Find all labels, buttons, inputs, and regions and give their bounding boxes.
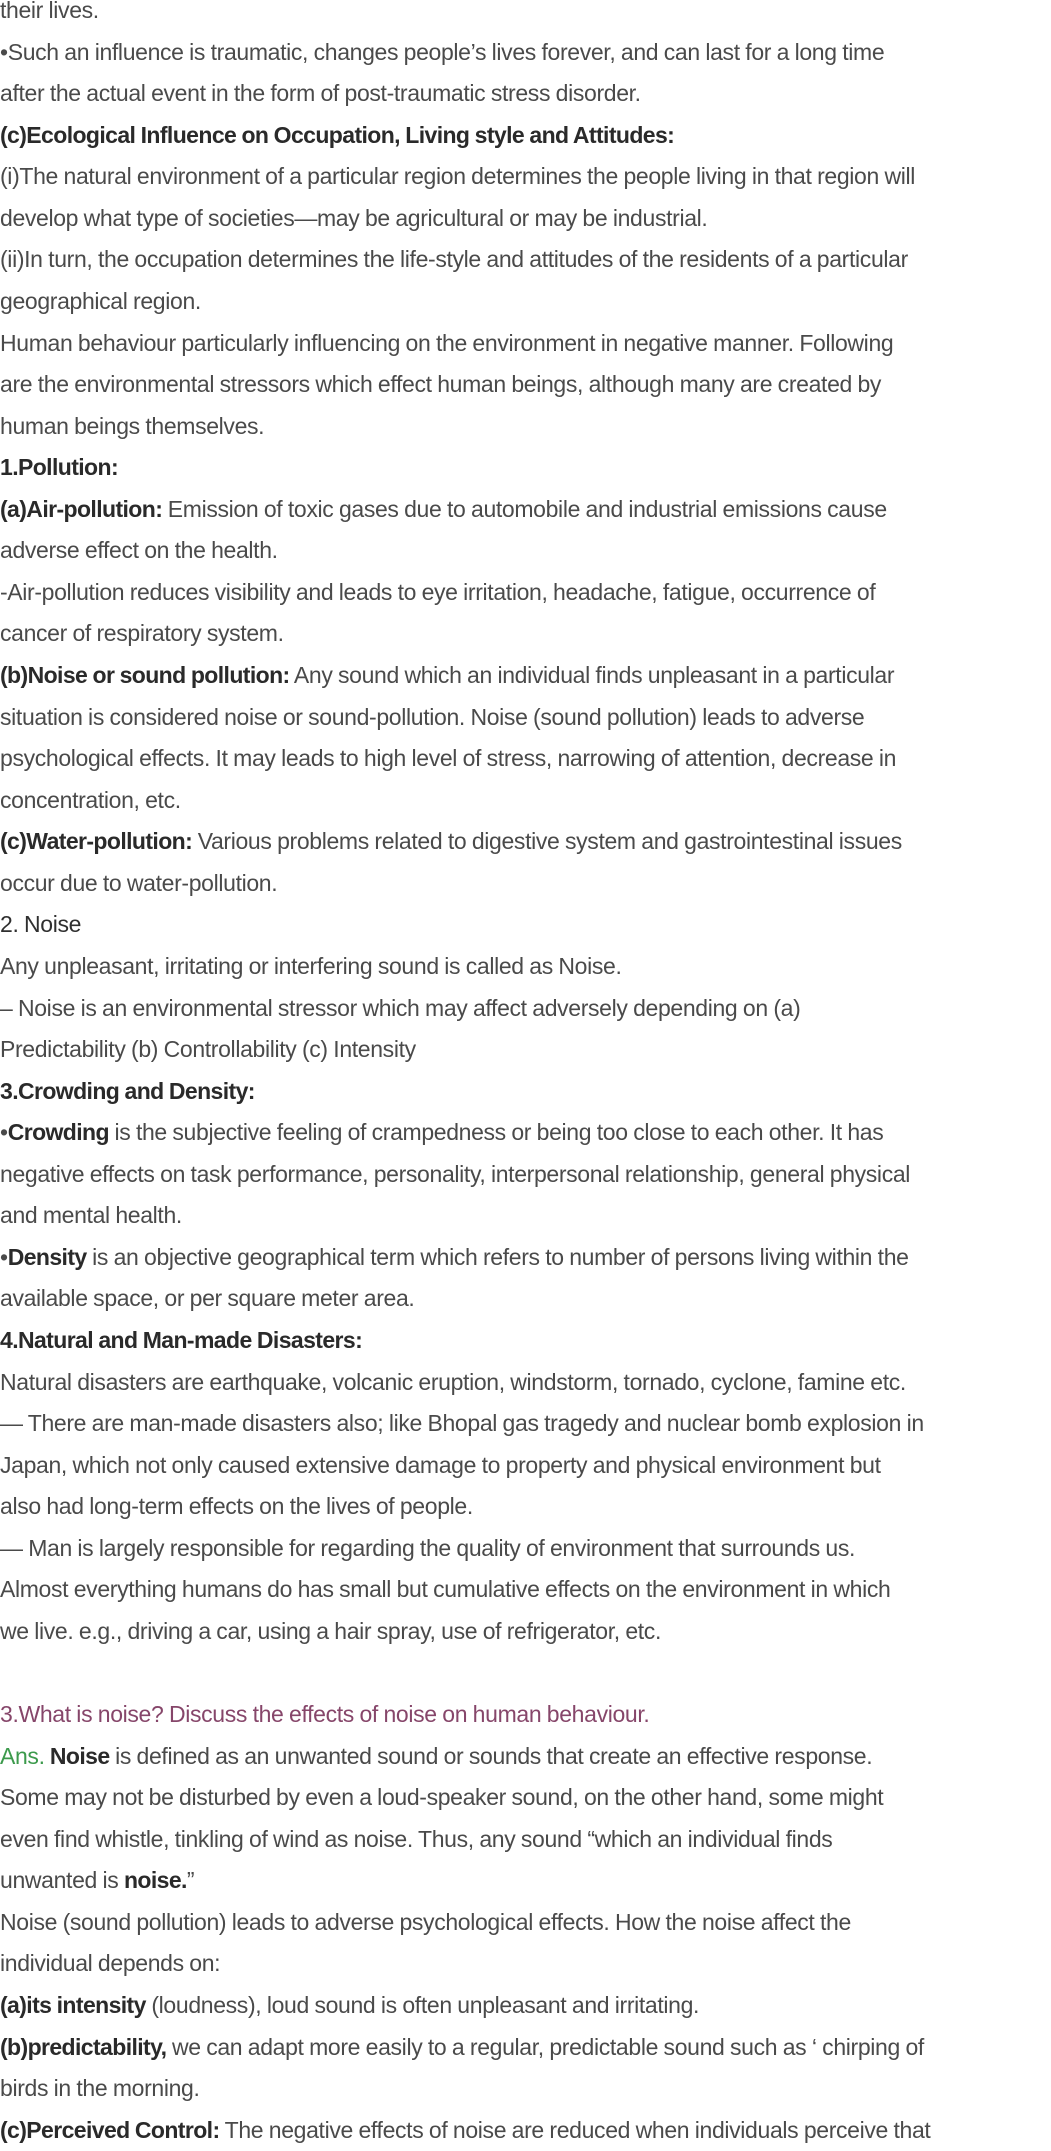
section-heading	[0, 115, 1051, 157]
body-text: Various problems related to digestive system and gastrointestinal issues	[192, 828, 902, 855]
body-text: after the actual event in the form of post-traumatic stress disorder.	[0, 80, 641, 107]
bold-term: Crowding	[7, 1119, 109, 1146]
text-line	[0, 1611, 1051, 1653]
body-text: The negative effects of noise are reduced when individuals perceive that	[219, 2116, 931, 2143]
text-line	[0, 32, 1051, 74]
text-line	[0, 2027, 1051, 2069]
text-line	[0, 780, 1051, 822]
bold-term: noise.	[123, 1867, 187, 1894]
text-line	[0, 572, 1051, 614]
bold-term: (a)its intensity	[0, 1992, 146, 2018]
body-text: individual depends on:	[0, 1950, 221, 1977]
bold-term: (b)Noise or sound pollution:	[0, 662, 290, 688]
body-text: Any sound which an individual finds unpleasant in a particular	[289, 662, 895, 688]
body-text: (i)The natural environment of a particular region determines the people living in that region will	[0, 163, 915, 190]
text-line	[0, 156, 1051, 198]
text-line	[0, 904, 1051, 946]
bold-term: (c)Water-pollution:	[0, 828, 193, 855]
body-text: is an objective geographical term which refers to number of persons living within the	[86, 1243, 909, 1270]
text-line	[0, 406, 1051, 448]
bullet: •	[0, 1119, 8, 1146]
body-text: develop what type of societies—may be agricultural or may be industrial.	[0, 204, 708, 231]
body-text: human beings themselves.	[0, 412, 265, 439]
body-text: geographical region.	[0, 287, 201, 314]
question-heading	[0, 1694, 1051, 1736]
text-line	[0, 613, 1051, 655]
body-text: their lives.	[0, 0, 99, 23]
bold-term: 3.Crowding and Density:	[0, 1077, 255, 1104]
question-text: 3.What is noise? Discuss the effects of noise on human behaviour.	[0, 1701, 650, 1728]
section-heading	[0, 1071, 1051, 1113]
body-text: negative effects on task performance, personality, interpersonal relationship, general physical	[0, 1160, 911, 1187]
text-line	[0, 1154, 1051, 1196]
text-line	[0, 198, 1051, 240]
text-line	[0, 1777, 1051, 1819]
text-line	[0, 1029, 1051, 1071]
body-text: — Man is largely responsible for regarding the quality of environment that surrounds us.	[0, 1534, 856, 1561]
text-line	[0, 2068, 1051, 2110]
text-line	[0, 946, 1051, 988]
text-line	[0, 1362, 1051, 1404]
body-text: is defined as an unwanted sound or sounds that create an effective response.	[109, 1742, 873, 1769]
bold-term: (c)Ecological Influence on Occupation, Living style and Attitudes:	[0, 121, 675, 148]
body-text: (ii)In turn, the occupation determines the life-style and attitudes of the residents of a particular	[0, 246, 908, 273]
body-text: Emission of toxic gases due to automobile and industrial emissions cause	[162, 495, 887, 522]
text-line	[0, 988, 1051, 1030]
text-line	[0, 738, 1051, 780]
body-text: •Such an influence is traumatic, changes people’s lives forever, and can last for a long time	[0, 38, 885, 65]
text-line	[0, 1237, 1051, 1279]
body-text: even find whistle, tinkling of wind as noise. Thus, any sound “which an individual finds	[0, 1825, 833, 1852]
text-line	[0, 0, 1051, 32]
body-text: (loudness), loud sound is often unpleasant and irritating.	[145, 1992, 700, 2018]
body-text: are the environmental stressors which effect human beings, although many are created by	[0, 371, 882, 398]
body-text: situation is considered noise or sound-pollution. Noise (sound pollution) leads to adverse	[0, 703, 865, 730]
text-line	[0, 73, 1051, 115]
text-line	[0, 1985, 1051, 2027]
text-line	[0, 1445, 1051, 1487]
body-text: and mental health.	[0, 1202, 182, 1229]
body-text: birds in the morning.	[0, 2075, 200, 2102]
text-line	[0, 1943, 1051, 1985]
text-line	[0, 1860, 1051, 1902]
text-line	[0, 697, 1051, 739]
body-text: Almost everything humans do has small but cumulative effects on the environment in which	[0, 1576, 891, 1603]
body-text: we live. e.g., driving a car, using a hair spray, use of refrigerator, etc.	[0, 1617, 661, 1644]
text-line	[0, 364, 1051, 406]
body-text: is the subjective feeling of crampedness or being too close to each other. It has	[108, 1119, 884, 1146]
body-text: — There are man-made disasters also; like Bhopal gas tragedy and nuclear bomb explosion in	[0, 1410, 924, 1437]
body-text: concentration, etc.	[0, 786, 181, 813]
body-text: Any unpleasant, irritating or interfering sound is called as Noise.	[0, 952, 622, 979]
body-text: Noise (sound pollution) leads to adverse psychological effects. How the noise affect the	[0, 1908, 851, 1935]
body-text: cancer of respiratory system.	[0, 620, 284, 647]
section-heading	[0, 1320, 1051, 1362]
text-line	[0, 489, 1051, 531]
answer-label: Ans.	[0, 1742, 45, 1769]
bold-term: (c)Perceived Control:	[0, 2116, 220, 2143]
text-line	[0, 655, 1051, 697]
subheading-text: 2. Noise	[0, 911, 82, 938]
text-line	[0, 1403, 1051, 1445]
text-line	[0, 1902, 1051, 1944]
body-text: unwanted is	[0, 1867, 124, 1894]
body-text: – Noise is an environmental stressor which may affect adversely depending on (a)	[0, 994, 801, 1021]
body-text: Some may not be disturbed by even a loud-speaker sound, on the other hand, some might	[0, 1784, 884, 1811]
text-line	[0, 821, 1051, 863]
body-text: available space, or per square meter area.	[0, 1285, 415, 1312]
bullet: •	[0, 1243, 8, 1270]
text-line	[0, 239, 1051, 281]
text-line	[0, 530, 1051, 572]
text-line	[0, 1278, 1051, 1320]
text-line	[0, 2110, 1051, 2151]
body-text: ”	[186, 1867, 195, 1894]
body-text: psychological effects. It may leads to high level of stress, narrowing of attention, decrease in	[0, 745, 897, 772]
text-line	[0, 323, 1051, 365]
text-line	[0, 1736, 1051, 1778]
bold-term: 1.Pollution:	[0, 454, 119, 481]
body-text: we can adapt more easily to a regular, predictable sound such as ‘ chirping of	[166, 2033, 924, 2060]
body-text: -Air-pollution reduces visibility and leads to eye irritation, headache, fatigue, occurrence of	[0, 578, 876, 605]
bold-term: Noise	[44, 1742, 110, 1769]
bold-term: (b)predictability,	[0, 2033, 167, 2060]
section-heading	[0, 447, 1051, 489]
body-text: Human behaviour particularly influencing on the environment in negative manner. Following	[0, 329, 894, 356]
bold-term: 4.Natural and Man-made Disasters:	[0, 1327, 363, 1353]
bold-term: Density	[7, 1243, 87, 1270]
text-line	[0, 1195, 1051, 1237]
body-text: Natural disasters are earthquake, volcanic eruption, windstorm, tornado, cyclone, famine etc.	[0, 1368, 906, 1395]
text-line	[0, 863, 1051, 905]
text-line	[0, 1528, 1051, 1570]
body-text: Predictability (b) Controllability (c) Intensity	[0, 1036, 416, 1063]
text-line	[0, 1819, 1051, 1861]
text-line	[0, 281, 1051, 323]
text-line	[0, 1569, 1051, 1611]
text-line	[0, 1112, 1051, 1154]
body-text: adverse effect on the health.	[0, 537, 278, 564]
body-text: occur due to water-pollution.	[0, 869, 278, 896]
bold-term: (a)Air-pollution:	[0, 495, 163, 522]
text-line	[0, 1486, 1051, 1528]
body-text: also had long-term effects on the lives of people.	[0, 1493, 473, 1520]
text-line	[0, 1653, 1051, 1695]
body-text: Japan, which not only caused extensive damage to property and physical environment but	[0, 1451, 881, 1478]
